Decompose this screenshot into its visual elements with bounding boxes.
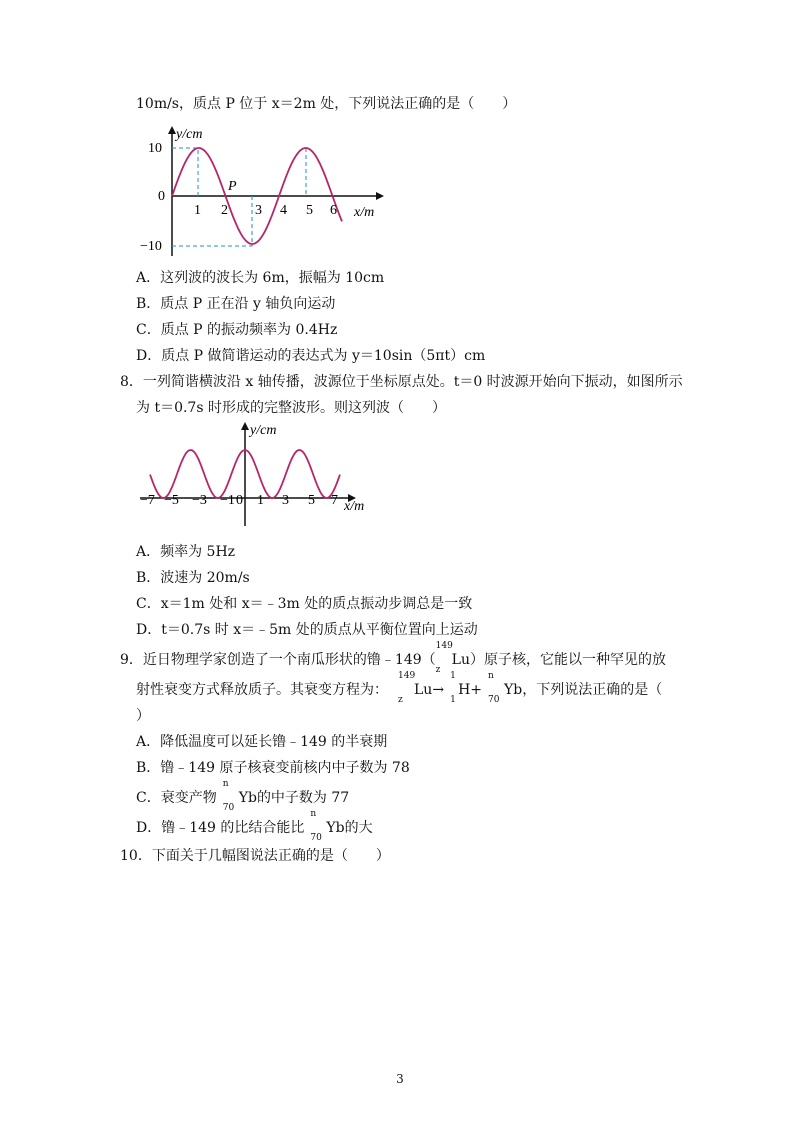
q7-guide-peak [172,148,198,196]
q7-xlabel: x/m [354,205,375,220]
q7-option-a: A．这列波的波长为 6m，振幅为 10cm [136,270,385,286]
q9-option-c-b: 的中子数为 77 [256,790,350,806]
q8-xtick-3: 3 [282,493,289,508]
q9-line2-a: 射性衰变方式释放质子。其衰变方程为： [136,682,388,698]
q7-ytick-10: 10 [148,141,162,156]
q9-stem-line2 [136,671,663,705]
q7-wave-graph [140,120,400,260]
q10-stem: 10．下面关于几幅图说法正确的是（ ） [120,848,390,864]
q9-option-d-yb-mass: n [310,809,317,819]
q8-ylabel: y/cm [250,423,277,438]
q8-xtick-7: 7 [331,493,338,508]
q9-lu-isotope [435,641,470,675]
q7-ytick-0: 0 [158,189,165,204]
q7-option-d: D．质点 P 做简谐运动的表达式为 y＝10sin（5πt）cm [136,348,486,364]
q9-eq-h-mass: 1 [450,671,456,681]
q8-option-c: C．x＝1m 处和 x＝﹣3m 处的质点振动步调总是一致 [136,596,473,612]
q8-xtick-neg3: −3 [192,493,207,508]
q7-ytick-neg10: −10 [140,239,162,254]
q7-xtick-1: 1 [194,203,201,218]
q9-stem-line1 [120,641,666,675]
q9-eq-lu-symbol: Lu [414,682,433,698]
q9-option-c-yb-mass: n [222,779,229,789]
q9-lu-symbol: Lu [451,652,470,668]
q9-stem-line3: ） [136,708,150,724]
q7-xtick-5: 5 [306,203,313,218]
q9-option-c-yb-symbol: Yb [238,790,257,806]
q8-xlabel: x/m [344,499,365,514]
q8-xtick-neg5: −5 [164,493,179,508]
page-number: 3 [396,1072,404,1086]
q8-xtick-0: 0 [236,493,243,508]
q9-eq-h-z: 1 [450,695,456,705]
q9-option-d-yb-z: 70 [310,833,322,843]
q9-option-b: B．镥﹣149 原子核衰变前核内中子数为 78 [136,760,410,776]
q9-option-c [136,779,350,813]
q9-option-c-yb [222,779,257,813]
q8-option-b: B．波速为 20m/s [136,570,250,586]
q8-option-d: D．t＝0.7s 时 x＝﹣5m 处的质点从平衡位置向上运动 [136,622,478,638]
q9-eq-yb [488,671,523,705]
q9-option-d-yb-symbol: Yb [326,820,345,836]
q9-option-d [136,809,373,843]
q7-xtick-2: 2 [221,203,228,218]
q7-guide-trough [172,196,252,246]
q7-y-arrow-icon [168,126,176,134]
q9-option-a: A．降低温度可以延长镥﹣149 的半衰期 [136,734,388,750]
q9-eq-arrow: → [432,682,445,698]
q9-option-d-a: D．镥﹣149 的比结合能比 [136,820,305,836]
q8-y-arrow-icon [241,422,249,430]
q7-option-c: C．质点 P 的振动频率为 0.4Hz [136,322,338,338]
q9-eq-lu-mass: 149 [398,671,416,681]
q9-lu-z: z [435,665,441,675]
q9-line2-b: ，下列说法正确的是（ [522,682,663,698]
q9-eq-lu-z: z [398,695,403,705]
q9-eq-h [450,671,483,705]
q9-option-d-yb [310,809,345,843]
q7-ylabel: y/cm [176,127,203,142]
q9-option-c-yb-z: 70 [222,803,235,813]
q8-wave-graph [136,418,386,530]
q8-xtick-neg7: −7 [140,493,155,508]
q8-stem-line1: 8．一列简谐横波沿 x 轴传播，波源位于坐标原点处。t＝0 时波源开始向下振动，如图所示 [120,374,683,390]
q8-stem-line2: 为 t＝0.7s 时形成的完整波形。则这列波（ ） [136,400,446,416]
q7-option-b: B．质点 P 正在沿 y 轴负向运动 [136,296,336,312]
q7-stem-tail: 10m/s，质点 P 位于 x＝2m 处，下列说法正确的是（ ） [136,96,517,112]
q9-eq-lu [398,671,433,705]
q7-point-p: P [228,179,237,194]
q9-line1-a: 9．近日物理学家创造了一个南瓜形状的镥﹣149（ [120,652,436,668]
q9-line1-b: ）原子核，它能以一种罕见的放 [469,652,666,668]
q7-x-arrow-icon [376,192,384,200]
q8-xtick-1: 1 [257,493,264,508]
q9-eq-yb-mass: n [488,671,494,681]
q8-option-a: A．频率为 5Hz [136,544,236,560]
q8-xtick-5: 5 [308,493,315,508]
q8-xtick-neg1: −1 [220,493,235,508]
q7-xtick-3: 3 [255,203,262,218]
q9-eq-h-symbol: H+ [458,682,483,698]
q7-xtick-4: 4 [280,203,287,218]
q7-xtick-6: 6 [330,203,337,218]
q9-option-c-a: C．衰变产物 [136,790,217,806]
q9-lu-mass: 149 [435,641,453,651]
q9-eq-yb-symbol: Yb [504,682,523,698]
q9-eq-yb-z: 70 [488,695,500,705]
q9-option-d-b: 的大 [344,820,373,836]
